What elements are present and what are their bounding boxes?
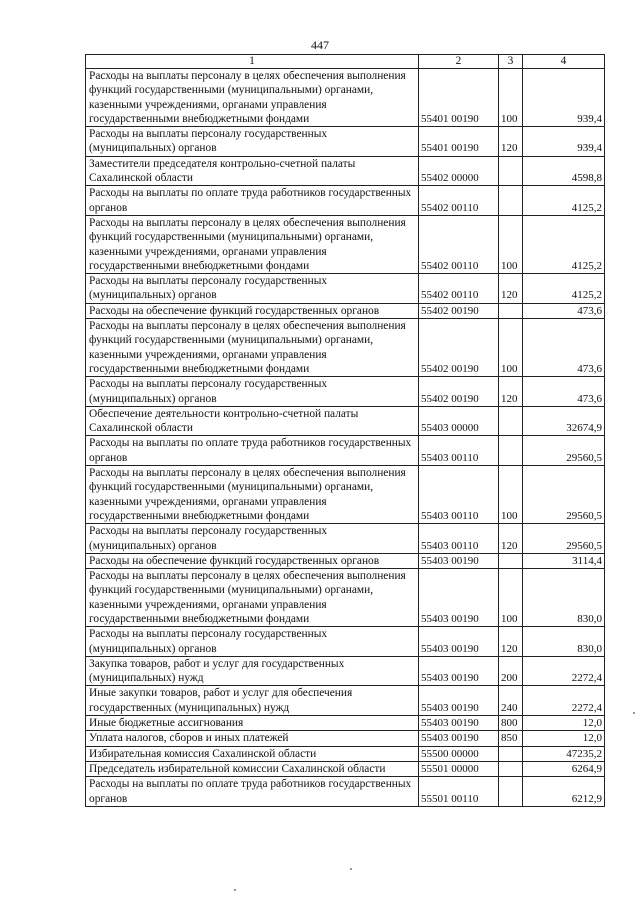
row-type — [499, 777, 523, 807]
row-type: 120 — [499, 274, 523, 304]
row-amount: 473,6 — [523, 319, 605, 377]
table-row — [86, 377, 605, 407]
row-amount: 29560,5 — [523, 466, 605, 524]
row-type: 100 — [499, 466, 523, 524]
scan-speck — [633, 712, 635, 714]
row-amount: 6264,9 — [523, 761, 605, 776]
table-row — [86, 69, 605, 127]
row-amount: 3114,4 — [523, 553, 605, 568]
table-row — [86, 524, 605, 554]
row-name: Расходы на выплаты по оплате труда работников государственных органов — [86, 436, 419, 466]
row-code: 55501 00000 — [419, 761, 499, 776]
row-code: 55402 00110 — [419, 274, 499, 304]
row-type: 120 — [499, 627, 523, 657]
row-name: Закупка товаров, работ и услуг для государственных (муниципальных) нужд — [86, 656, 419, 686]
table-row — [86, 406, 605, 436]
row-code: 55402 00190 — [419, 303, 499, 318]
row-name: Расходы на выплаты по оплате труда работников государственных органов — [86, 186, 419, 216]
row-name: Иные закупки товаров, работ и услуг для обеспечения государственных (муниципальных) нужд — [86, 686, 419, 716]
scan-speck — [234, 889, 236, 891]
table-row — [86, 746, 605, 761]
row-code: 55403 00190 — [419, 716, 499, 731]
row-code: 55402 00110 — [419, 186, 499, 216]
row-type: 240 — [499, 686, 523, 716]
row-code: 55403 00190 — [419, 569, 499, 627]
table-row — [86, 716, 605, 731]
row-name: Расходы на выплаты персоналу в целях обеспечения выполнения функций государственными (муниципальными) органами, казенными учреждениями, органами управления государственными внебюджетными фондами — [86, 319, 419, 377]
row-amount: 4125,2 — [523, 215, 605, 273]
row-code: 55403 00110 — [419, 524, 499, 554]
row-type: 200 — [499, 656, 523, 686]
row-amount: 2272,4 — [523, 656, 605, 686]
table-row — [86, 436, 605, 466]
table-row — [86, 686, 605, 716]
table-row — [86, 777, 605, 807]
row-type — [499, 553, 523, 568]
table-row — [86, 303, 605, 318]
row-type: 100 — [499, 569, 523, 627]
row-code: 55402 00190 — [419, 377, 499, 407]
table-row — [86, 186, 605, 216]
table-row — [86, 274, 605, 304]
row-amount: 12,0 — [523, 716, 605, 731]
table-row — [86, 731, 605, 746]
header-col-4: 4 — [523, 55, 605, 69]
row-amount: 830,0 — [523, 627, 605, 657]
table-row — [86, 319, 605, 377]
table-row — [86, 215, 605, 273]
row-code: 55403 00190 — [419, 656, 499, 686]
row-amount: 830,0 — [523, 569, 605, 627]
row-amount: 4125,2 — [523, 274, 605, 304]
row-code: 55403 00110 — [419, 436, 499, 466]
row-name: Расходы на выплаты персоналу в целях обеспечения выполнения функций государственными (муниципальными) органами, казенными учреждениями, органами управления государственными внебюджетными фондами — [86, 466, 419, 524]
row-code: 55401 00190 — [419, 69, 499, 127]
row-type — [499, 156, 523, 186]
table-row — [86, 569, 605, 627]
row-amount: 29560,5 — [523, 436, 605, 466]
row-name: Председатель избирательной комиссии Сахалинской области — [86, 761, 419, 776]
row-type: 100 — [499, 69, 523, 127]
header-row — [86, 55, 605, 69]
row-code: 55501 00110 — [419, 777, 499, 807]
row-code: 55401 00190 — [419, 127, 499, 157]
row-code: 55403 00190 — [419, 553, 499, 568]
page-number: 447 — [311, 38, 329, 52]
row-name: Уплата налогов, сборов и иных платежей — [86, 731, 419, 746]
header-col-1: 1 — [86, 55, 419, 69]
row-name: Расходы на выплаты персоналу в целях обеспечения выполнения функций государственными (муниципальными) органами, казенными учреждениями, органами управления государственными внебюджетными фондами — [86, 215, 419, 273]
row-code: 55402 00000 — [419, 156, 499, 186]
row-type: 800 — [499, 716, 523, 731]
row-name: Расходы на обеспечение функций государственных органов — [86, 303, 419, 318]
row-amount: 47235,2 — [523, 746, 605, 761]
row-amount: 473,6 — [523, 303, 605, 318]
row-type — [499, 186, 523, 216]
row-name: Расходы на выплаты по оплате труда работников государственных органов — [86, 777, 419, 807]
row-type — [499, 746, 523, 761]
row-type: 850 — [499, 731, 523, 746]
row-name: Иные бюджетные ассигнования — [86, 716, 419, 731]
row-name: Расходы на выплаты персоналу государственных (муниципальных) органов — [86, 377, 419, 407]
row-code: 55402 00110 — [419, 215, 499, 273]
row-amount: 4598,8 — [523, 156, 605, 186]
table-row — [86, 127, 605, 157]
row-amount: 473,6 — [523, 377, 605, 407]
row-name: Расходы на выплаты персоналу государственных (муниципальных) органов — [86, 627, 419, 657]
row-amount: 12,0 — [523, 731, 605, 746]
row-code: 55403 00190 — [419, 686, 499, 716]
row-name: Обеспечение деятельности контрольно-счетной палаты Сахалинской области — [86, 406, 419, 436]
table-row — [86, 627, 605, 657]
row-amount: 4125,2 — [523, 186, 605, 216]
table-row — [86, 466, 605, 524]
row-amount: 29560,5 — [523, 524, 605, 554]
scan-speck — [350, 868, 352, 870]
row-name: Расходы на выплаты персоналу в целях обеспечения выполнения функций государственными (муниципальными) органами, казенными учреждениями, органами управления государственными внебюджетными фондами — [86, 69, 419, 127]
row-name: Расходы на выплаты персоналу государственных (муниципальных) органов — [86, 524, 419, 554]
row-type: 120 — [499, 127, 523, 157]
row-amount: 939,4 — [523, 69, 605, 127]
row-code: 55403 00190 — [419, 627, 499, 657]
row-type — [499, 406, 523, 436]
row-code: 55403 00000 — [419, 406, 499, 436]
header-col-2: 2 — [419, 55, 499, 69]
header-col-3: 3 — [499, 55, 523, 69]
row-name: Расходы на обеспечение функций государственных органов — [86, 553, 419, 568]
row-name: Расходы на выплаты персоналу государственных (муниципальных) органов — [86, 274, 419, 304]
row-name: Избирательная комиссия Сахалинской области — [86, 746, 419, 761]
row-type: 120 — [499, 524, 523, 554]
row-type — [499, 436, 523, 466]
row-type: 100 — [499, 319, 523, 377]
table-row — [86, 761, 605, 776]
row-name: Заместители председателя контрольно-счетной палаты Сахалинской области — [86, 156, 419, 186]
row-name: Расходы на выплаты персоналу государственных (муниципальных) органов — [86, 127, 419, 157]
row-amount: 6212,9 — [523, 777, 605, 807]
row-code: 55402 00190 — [419, 319, 499, 377]
row-type: 120 — [499, 377, 523, 407]
row-type — [499, 761, 523, 776]
table-row — [86, 553, 605, 568]
row-amount: 32674,9 — [523, 406, 605, 436]
row-type: 100 — [499, 215, 523, 273]
row-amount: 939,4 — [523, 127, 605, 157]
table-row — [86, 156, 605, 186]
budget-table — [85, 54, 605, 807]
row-code: 55500 00000 — [419, 746, 499, 761]
row-name: Расходы на выплаты персоналу в целях обеспечения выполнения функций государственными (муниципальными) органами, казенными учреждениями, органами управления государственными внебюджетными фондами — [86, 569, 419, 627]
row-code: 55403 00110 — [419, 466, 499, 524]
row-amount: 2272,4 — [523, 686, 605, 716]
row-code: 55403 00190 — [419, 731, 499, 746]
table-row — [86, 656, 605, 686]
row-type — [499, 303, 523, 318]
